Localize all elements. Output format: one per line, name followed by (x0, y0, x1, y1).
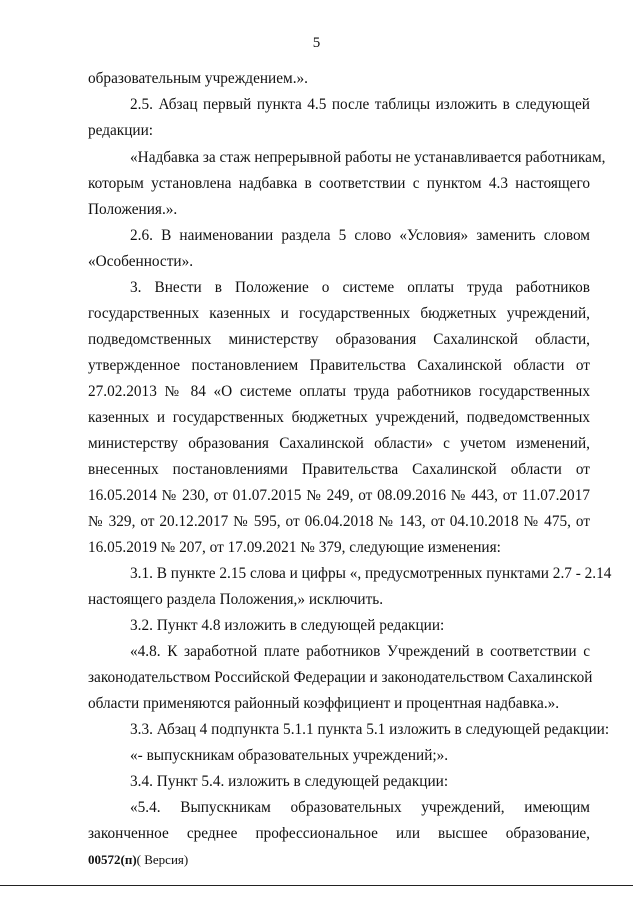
text-line: области применяются районный коэффициент и процентная надбавка.». (88, 695, 560, 712)
text-line: 3.2. Пункт 4.8 изложить в следующей редакции: (130, 617, 445, 634)
text-line: 3.4. Пункт 5.4. изложить в следующей редакции: (130, 773, 449, 790)
text-line: «Особенности». (88, 253, 194, 270)
text-line: утвержденное постановлением Правительства Сахалинской области от (88, 357, 590, 374)
text-line: 3.3. Абзац 4 подпункта 5.1.1 пункта 5.1 изложить в следующей редакции: (130, 721, 610, 738)
text-line: законченное среднее профессиональное или высшее образование, (88, 825, 590, 842)
text-line: министерству образования Сахалинской области» с учетом изменений, (88, 435, 590, 452)
text-line: Положения.». (88, 201, 178, 218)
text-line: редакции: (88, 122, 154, 139)
text-line: 27.02.2013 № 84 «О системе оплаты труда работников государственных (88, 383, 590, 400)
text-line: образовательным учреждением.». (88, 70, 308, 87)
text-line: 3. Внести в Положение о системе оплаты труда работников (130, 279, 590, 296)
text-line: «5.4. Выпускникам образовательных учреждений, имеющим (130, 799, 590, 816)
text-line: 16.05.2019 № 207, от 17.09.2021 № 379, следующие изменения: (88, 539, 501, 556)
text-line: 2.5. Абзац первый пункта 4.5 после таблицы изложить в следующей (130, 96, 590, 113)
text-line: казенных и государственных бюджетных учреждений, подведомственных (88, 409, 590, 426)
text-line: законодательством Российской Федерации и законодательством Сахалинской (88, 669, 593, 686)
text-line: внесенных постановлениями Правительства Сахалинской области от (88, 461, 590, 478)
text-line: «4.8. К заработной плате работников Учреждений в соответствии с (130, 643, 590, 660)
text-line: которым установлена надбавка в соответствии с пунктом 4.3 настоящего (88, 175, 590, 192)
document-footer (88, 852, 188, 868)
document-version: ( Версия) (136, 852, 189, 867)
text-line: подведомственных министерству образования Сахалинской области, (88, 331, 590, 348)
page-number: 5 (312, 35, 321, 51)
text-line: государственных казенных и государственных бюджетных учреждений, (88, 305, 590, 322)
document-code: 00572(п) (88, 852, 137, 867)
text-line: «- выпускникам образовательных учреждений;». (130, 747, 449, 764)
footer-rule (0, 885, 633, 886)
text-line: 3.1. В пункте 2.15 слова и цифры «, предусмотренных пунктами 2.7 - 2.14 (130, 565, 612, 582)
text-line: 2.6. В наименовании раздела 5 слово «Условия» заменить словом (130, 227, 590, 244)
text-line: 16.05.2014 № 230, от 01.07.2015 № 249, от 08.09.2016 № 443, от 11.07.2017 (88, 487, 590, 504)
text-line: № 329, от 20.12.2017 № 595, от 06.04.2018 № 143, от 04.10.2018 № 475, от (88, 513, 590, 530)
text-line: «Надбавка за стаж непрерывной работы не устанавливается работникам, (130, 149, 606, 166)
text-line: настоящего раздела Положения,» исключить. (88, 591, 384, 608)
